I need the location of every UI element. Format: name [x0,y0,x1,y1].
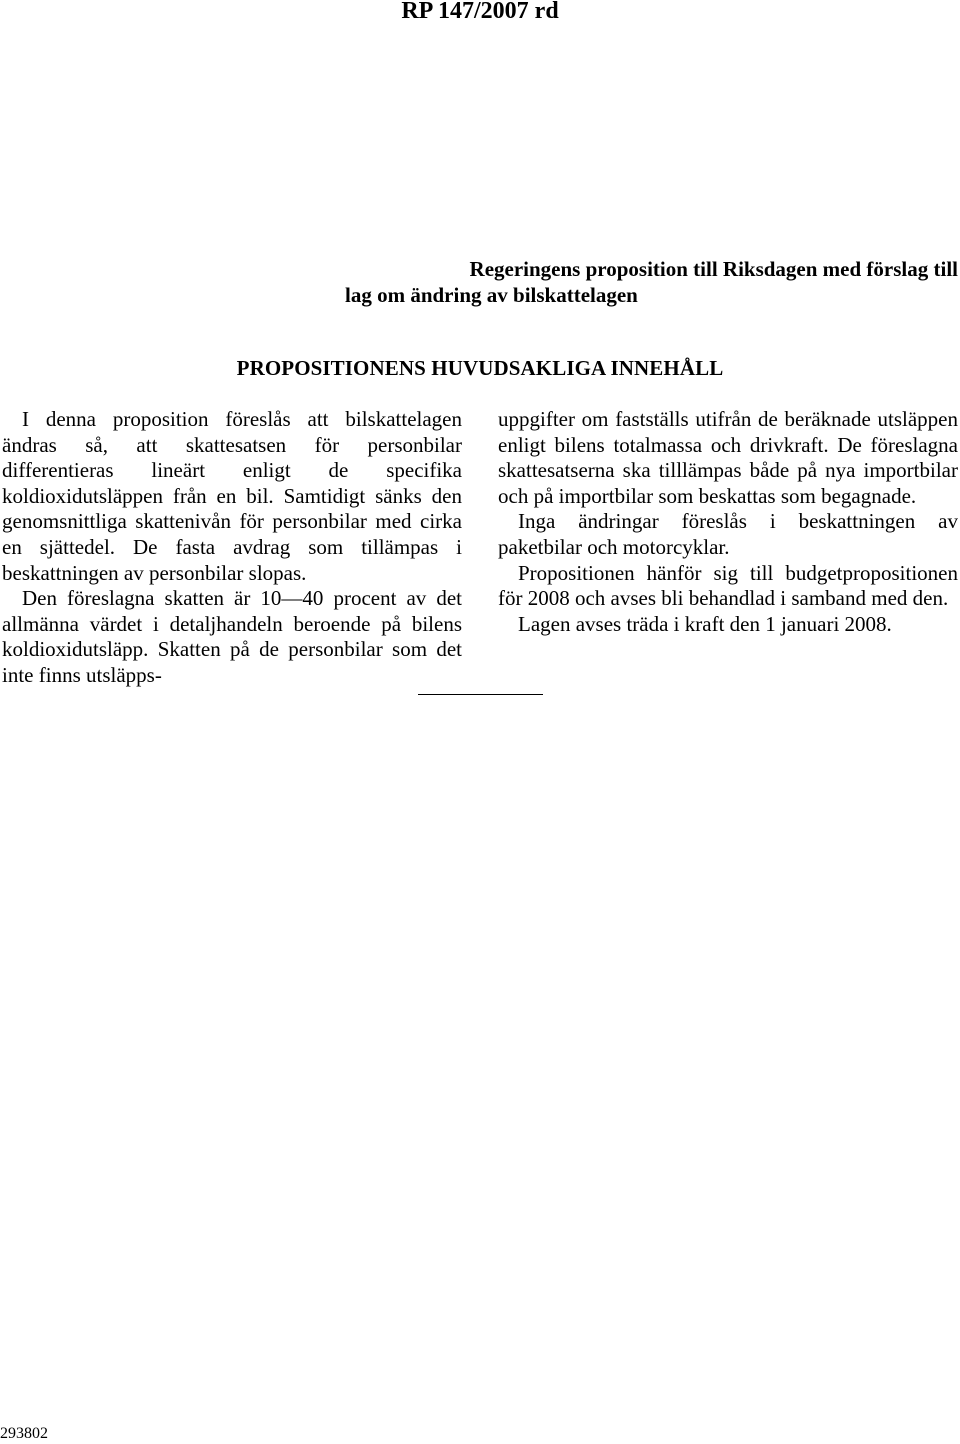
right-paragraph-3: Lagen avses träda i kraft den 1 januari 2008. [518,611,892,636]
end-rule-divider [418,694,543,695]
footer-code: 293802 [0,1425,48,1442]
proposal-title-line-2: lag om ändring av bilskattelagen [345,283,638,307]
right-paragraph-2: Propositionen hänför sig till budgetpropositionen för 2008 och avses bli behandlad i samband med den. [498,560,958,611]
document-id: RP 147/2007 rd [401,0,559,24]
right-continuation-paragraph: uppgifter om fastställs utifrån de beräknade utsläppen enligt bilens totalmassa och drivkraft. De föreslagna skattesatserna ska tilllämpas både på nya importbilar och på importbilar som beskattas som begagnade. [498,407,958,508]
left-column [2,407,462,689]
proposal-title [318,256,958,308]
proposal-title-line-1: Regeringens proposition till Riksdagen med förslag till [469,257,958,281]
right-paragraph-1: Inga ändringar föreslås i beskattningen av paketbilar och motorcyklar. [498,509,958,559]
left-paragraph-2: Den föreslagna skatten är 10—40 procent av det allmänna värdet i detaljhandeln beroende på bilens koldioxidutsläpp. Skatten på de personbilar som det inte finns utsläpps- [2,586,462,687]
right-column [498,407,958,637]
section-heading: PROPOSITIONENS HUVUDSAKLIGA INNEHÅLL [236,356,724,380]
left-paragraph-1: I denna proposition föreslås att bilskattelagen ändras så, att skattesatsen för personbilar differentieras lineärt enligt de specifika koldioxidutsläppen från en bil. Samtidigt sänks den genomsnittliga skattenivån för personbilar med cirka en sjättedel. De fasta avdrag som tillämpas i beskattningen av personbilar slopas. [2,407,462,585]
